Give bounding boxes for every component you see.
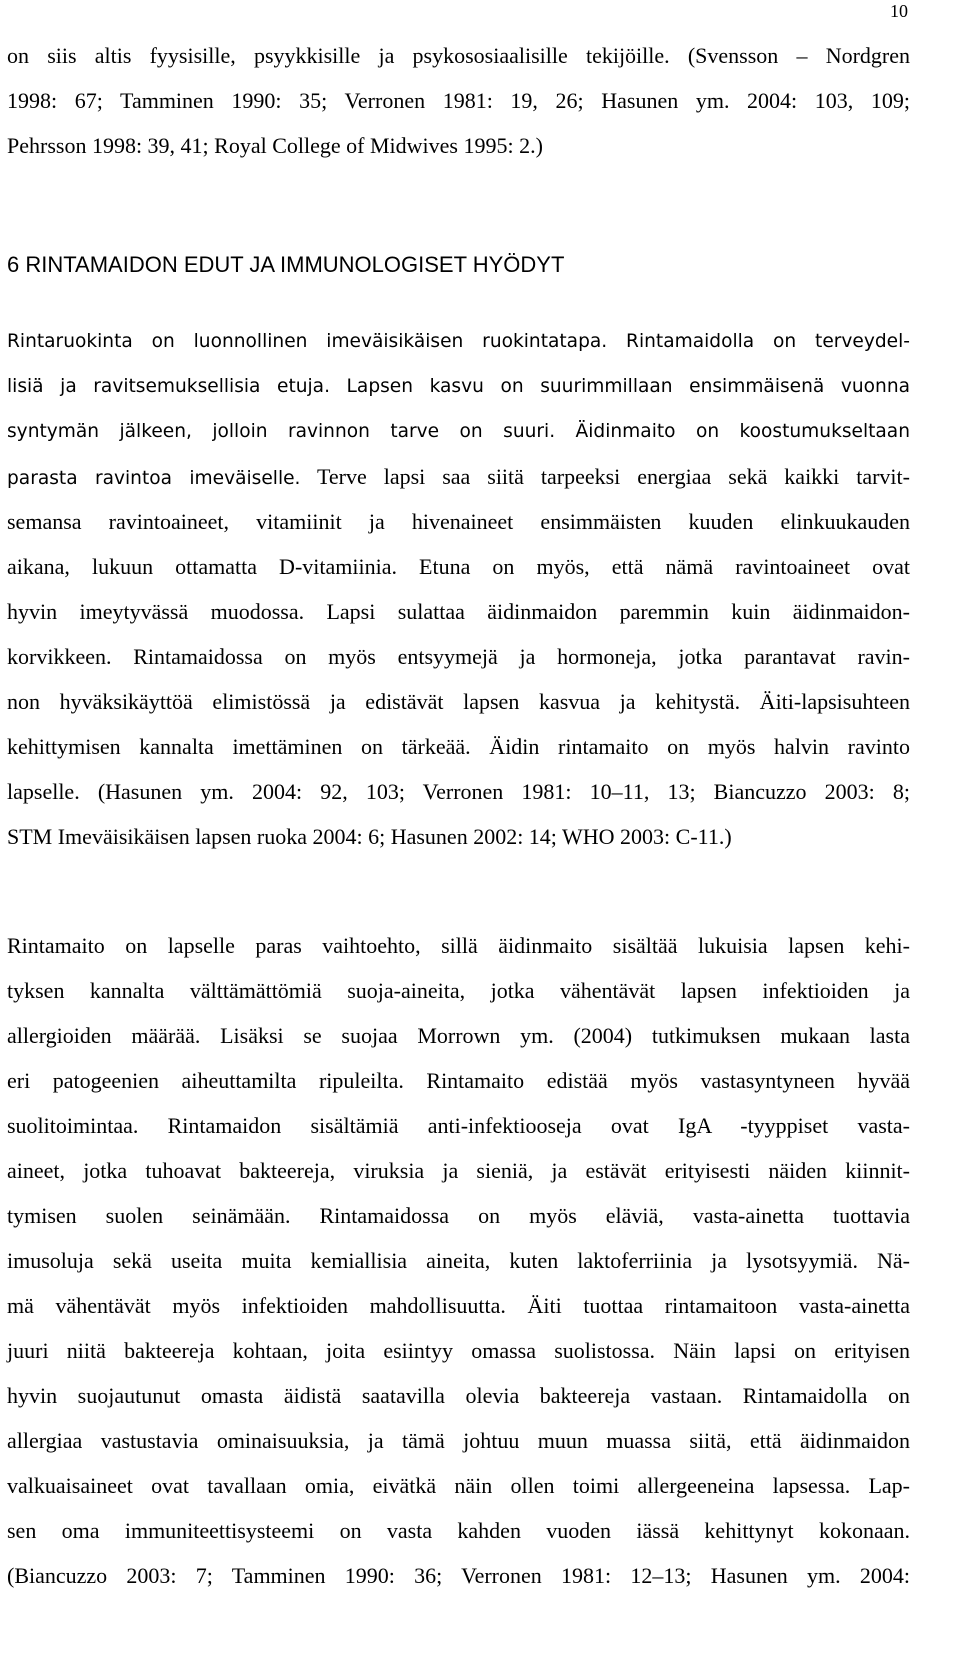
text-line: Rintamaito on lapselle paras vaihtoehto, sillä äidinmaito sisältää lukuisia lapsen kehi- xyxy=(7,933,910,958)
spacer xyxy=(7,287,910,319)
mixed-text-line xyxy=(7,454,910,499)
text-line: tymisen suolen seinämään. Rintamaidossa on myös eläviä, vasta-ainetta tuottavia xyxy=(7,1203,910,1228)
text-line: mä vähentävät myös infektioiden mahdollisuutta. Äiti tuottaa rintamaitoon vasta-ainetta xyxy=(7,1293,910,1318)
text-line: 1998: 67; Tamminen 1990: 35; Verronen 1981: 19, 26; Hasunen ym. 2004: 103, 109; xyxy=(7,88,910,113)
text-line: hyvin suojautunut omasta äidistä saatavilla olevia bakteereja vastaan. Rintamaidolla on xyxy=(7,1383,910,1408)
text-line: juuri niitä bakteereja kohtaan, joita esiintyy omassa suolistossa. Näin lapsi on erityisen xyxy=(7,1338,910,1363)
text-span: Terve lapsi saa siitä tarpeeksi energiaa sekä kaikki tarvit- xyxy=(300,464,910,489)
paragraph-breastfeeding-benefits xyxy=(7,319,910,859)
text-line: STM Imeväisikäisen lapsen ruoka 2004: 6; Hasunen 2002: 14; WHO 2003: C-11.) xyxy=(7,824,732,849)
text-line: syntymän jälkeen, jolloin ravinnon tarve on suuri. Äidinmaito on koostumukseltaan xyxy=(7,421,910,442)
page-number: 10 xyxy=(890,1,908,21)
text-line: allergioiden määrää. Lisäksi se suojaa Morrown ym. (2004) tutkimuksen mukaan lasta xyxy=(7,1023,910,1048)
text-line: lisiä ja ravitsemuksellisia etuja. Lapsen kasvu on suurimmillaan ensimmäisenä vuonna xyxy=(7,376,910,397)
text-line: Rintaruokinta on luonnollinen imeväisikäisen ruokintatapa. Rintamaidolla on terveydel- xyxy=(7,331,910,352)
paragraph-immunological-benefits xyxy=(7,923,910,1598)
spacer xyxy=(7,859,910,923)
text-line: valkuaisaineet ovat tavallaan omia, eivätkä näin ollen toimi allergeeneina lapsessa. Lap- xyxy=(7,1473,910,1498)
document-body xyxy=(7,33,910,1598)
text-line: non hyväksikäyttöä elimistössä ja edistävät lapsen kasvua ja kehitystä. Äiti-lapsisuhteen xyxy=(7,689,910,714)
text-line: (Biancuzzo 2003: 7; Tamminen 1990: 36; Verronen 1981: 12–13; Hasunen ym. 2004: xyxy=(7,1563,910,1588)
text-line: aikana, lukuun ottamatta D-vitamiinia. Etuna on myös, että nämä ravintoaineet ovat xyxy=(7,554,910,579)
text-line: allergiaa vastustavia ominaisuuksia, ja tämä johtuu muun muassa siitä, että äidinmaidon xyxy=(7,1428,910,1453)
text-line: hyvin imeytyvässä muodossa. Lapsi sulattaa äidinmaidon paremmin kuin äidinmaidon- xyxy=(7,599,910,624)
text-line: Pehrsson 1998: 39, 41; Royal College of Midwives 1995: 2.) xyxy=(7,133,543,158)
text-line: on siis altis fyysisille, psyykkisille ja psykososiaalisille tekijöille. (Svensson – Nordgren xyxy=(7,43,910,68)
text-line: korvikkeen. Rintamaidossa on myös entsyymejä ja hormoneja, jotka parantavat ravin- xyxy=(7,644,910,669)
section-heading: 6 RINTAMAIDON EDUT JA IMMUNOLOGISET HYÖDYT xyxy=(7,252,565,277)
text-line: sen oma immuniteettisysteemi on vasta kahden vuoden iässä kehittynyt kokonaan. xyxy=(7,1518,910,1543)
text-line: semansa ravintoaineet, vitamiinit ja hivenaineet ensimmäisten kuuden elinkuukauden xyxy=(7,509,910,534)
text-line: kehittymisen kannalta imettäminen on tärkeää. Äidin rintamaito on myös halvin ravinto xyxy=(7,734,910,759)
text-line: suolitoimintaa. Rintamaidon sisältämiä anti-infektiooseja ovat IgA -tyyppiset vasta- xyxy=(7,1113,910,1138)
text-line: lapselle. (Hasunen ym. 2004: 92, 103; Verronen 1981: 10–11, 13; Biancuzzo 2003: 8; xyxy=(7,779,910,804)
text-span: parasta ravintoa imeväiselle. xyxy=(7,468,301,489)
intro-paragraph xyxy=(7,33,910,168)
spacer xyxy=(7,168,910,242)
text-line: imusoluja sekä useita muita kemiallisia aineita, kuten laktoferriinia ja lysotsyymiä. Nä- xyxy=(7,1248,910,1273)
text-line: eri patogeenien aiheuttamilta ripuleilta. Rintamaito edistää myös vastasyntyneen hyvää xyxy=(7,1068,910,1093)
text-line: tyksen kannalta välttämättömiä suoja-aineita, jotka vähentävät lapsen infektioiden ja xyxy=(7,978,910,1003)
text-line: aineet, jotka tuhoavat bakteereja, viruksia ja sieniä, ja estävät erityisesti näiden kiinnit- xyxy=(7,1158,910,1183)
